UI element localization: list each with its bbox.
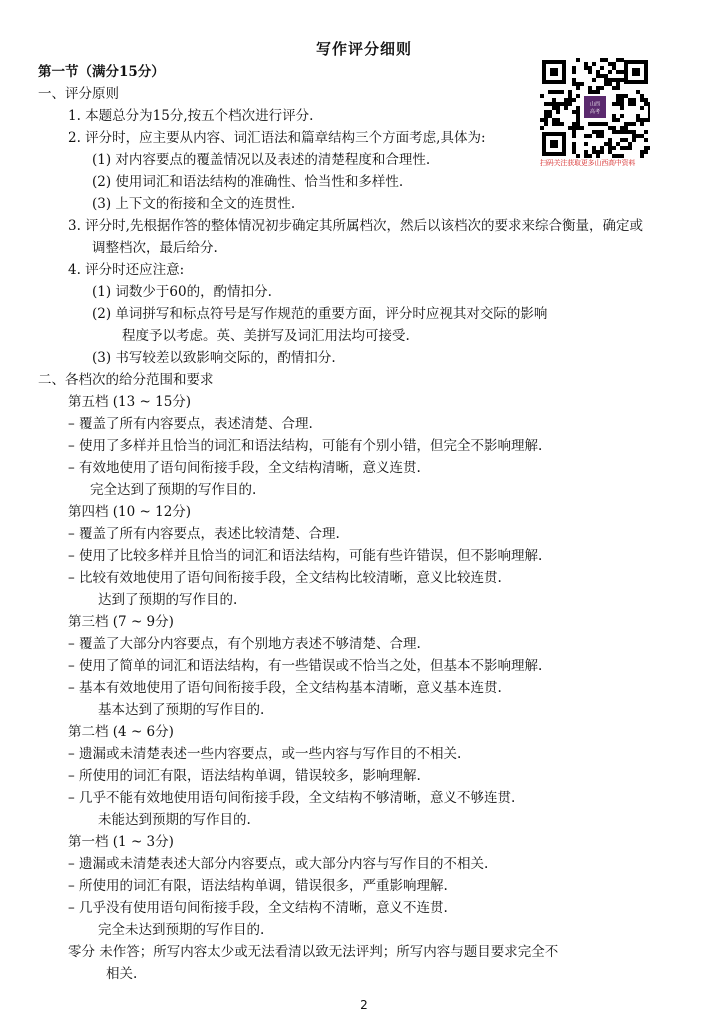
level-4-summary: 达到了预期的写作目的.: [98, 592, 238, 608]
heading-principles: 一、评分原则: [38, 86, 119, 102]
page-number: 2: [360, 998, 368, 1012]
principle-4: 4. 评分时还应注意:: [68, 262, 185, 278]
level-4-item: – 使用了比较多样并且恰当的词汇和语法结构，可能有些许错误，但不影响理解.: [68, 548, 543, 564]
level-2-item: – 几乎不能有效地使用语句间衔接手段，全文结构不够清晰，意义不够连贯.: [68, 790, 516, 806]
principle-4-sub-1: (1) 词数少于60的，酌情扣分.: [92, 284, 272, 300]
level-1-heading: 第一档 (1 ~ 3分): [68, 834, 174, 850]
qr-logo-line-2: 高考: [589, 109, 601, 115]
level-3-item: – 覆盖了大部分内容要点，有个别地方表述不够清楚、合理.: [68, 636, 421, 652]
level-4-heading: 第四档 (10 ~ 12分): [68, 504, 192, 520]
principle-2-sub-2: (2) 使用词汇和语法结构的准确性、恰当性和多样性.: [92, 174, 404, 190]
level-1-item: – 几乎没有使用语句间衔接手段，全文结构不清晰，意义不连贯.: [68, 900, 448, 916]
principle-3: 3. 评分时,先根据作答的整体情况初步确定其所属档次，然后以该档次的要求来综合衡量，确定或: [68, 218, 643, 234]
principle-2: 2. 评分时，应主要从内容、词汇语法和篇章结构三个方面考虑,具体为:: [68, 130, 486, 146]
level-0-text: 零分 未作答；所写内容太少或无法看清以致无法评判；所写内容与题目要求完全不: [68, 944, 559, 960]
document-title: 写作评分细则: [315, 40, 412, 58]
qr-caption: 扫码关注获取更多山西高中资料: [540, 159, 636, 167]
level-4-item: – 覆盖了所有内容要点，表述比较清楚、合理.: [68, 526, 340, 542]
section-heading: 第一节（满分15分）: [38, 64, 165, 80]
level-2-item: – 遗漏或未清楚表述一些内容要点，或一些内容与写作目的不相关.: [68, 746, 462, 762]
level-5-item: – 使用了多样并且恰当的词汇和语法结构，可能有个别小错，但完全不影响理解.: [68, 438, 543, 454]
principle-4-sub-2: (2) 单词拼写和标点符号是写作规范的重要方面，评分时应视其对交际的影响: [92, 306, 548, 322]
principle-2-sub-1: (1) 对内容要点的覆盖情况以及表述的清楚程度和合理性.: [92, 152, 431, 168]
level-5-item: – 覆盖了所有内容要点，表述清楚、合理.: [68, 416, 313, 432]
level-0-text-cont: 相关.: [106, 966, 138, 982]
principle-1: 1. 本题总分为15分,按五个档次进行评分.: [68, 108, 314, 124]
level-1-item: – 所使用的词汇有限，语法结构单调，错误很多，严重影响理解.: [68, 878, 448, 894]
level-5-summary: 完全达到了预期的写作目的.: [90, 482, 257, 498]
level-1-item: – 遗漏或未清楚表述大部分内容要点，或大部分内容与写作目的不相关.: [68, 856, 489, 872]
level-3-item: – 使用了简单的词汇和语法结构，有一些错误或不恰当之处，但基本不影响理解.: [68, 658, 543, 674]
level-3-heading: 第三档 (7 ~ 9分): [68, 614, 174, 630]
level-3-item: – 基本有效地使用了语句间衔接手段，全文结构基本清晰，意义基本连贯.: [68, 680, 502, 696]
level-2-item: – 所使用的词汇有限，语法结构单调，错误较多，影响理解.: [68, 768, 421, 784]
principle-3-cont: 调整档次，最后给分.: [92, 240, 218, 256]
principle-4-sub-3: (3) 书写较差以致影响交际的，酌情扣分.: [92, 350, 336, 366]
level-2-heading: 第二档 (4 ~ 6分): [68, 724, 174, 740]
level-1-summary: 完全未达到预期的写作目的.: [98, 922, 265, 938]
level-2-summary: 未能达到预期的写作目的.: [98, 812, 251, 828]
heading-levels: 二、各档次的给分范围和要求: [38, 372, 214, 388]
principle-4-sub-2-cont: 程度予以考虑。英、美拼写及词汇用法均可接受.: [122, 328, 410, 344]
level-5-heading: 第五档 (13 ~ 15分): [68, 394, 192, 410]
qr-logo-line-1: 山西: [589, 101, 601, 108]
level-3-summary: 基本达到了预期的写作目的.: [98, 702, 265, 718]
qr-code-icon: [540, 58, 650, 158]
level-4-item: – 比较有效地使用了语句间衔接手段，全文结构比较清晰，意义比较连贯.: [68, 570, 502, 586]
level-5-item: – 有效地使用了语句间衔接手段，全文结构清晰，意义连贯.: [68, 460, 421, 476]
principle-2-sub-3: (3) 上下文的衔接和全文的连贯性.: [92, 196, 296, 212]
